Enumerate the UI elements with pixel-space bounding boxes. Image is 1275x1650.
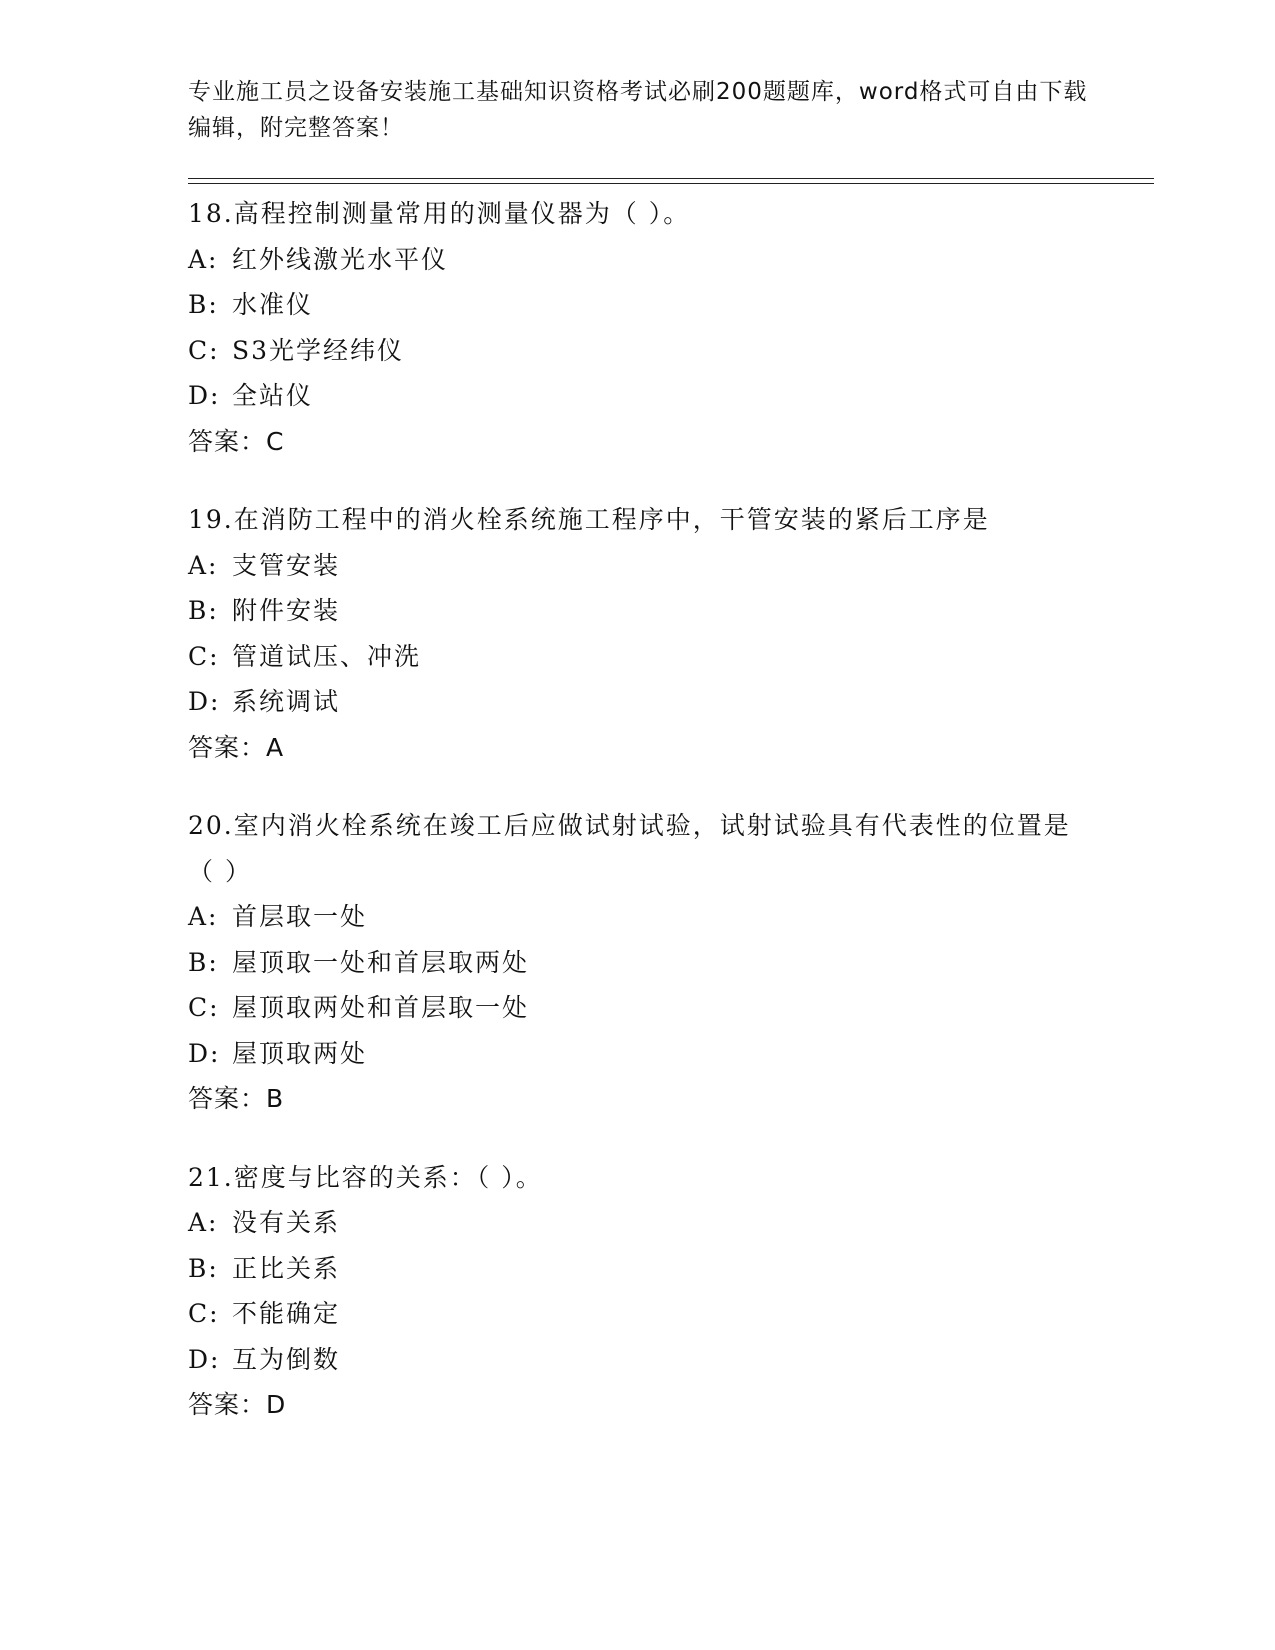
- header-rule-top: [188, 178, 1154, 179]
- option-text: 红外线激光水平仪: [232, 244, 449, 274]
- question-stem: 21.密度与比容的关系：（ ）。: [188, 1162, 543, 1192]
- option-text: 系统调试: [232, 687, 341, 716]
- option-letter: D:: [188, 687, 221, 716]
- option-a: [188, 1200, 1138, 1246]
- option-letter: B:: [188, 1253, 219, 1283]
- option-letter: D:: [188, 1038, 221, 1068]
- option-text: 管道试压、冲洗: [232, 641, 422, 671]
- option-text: 首层取一处: [232, 902, 368, 931]
- option-a: [188, 237, 1138, 283]
- option-c: [188, 1291, 1138, 1337]
- option-letter: B:: [188, 290, 219, 319]
- option-d: [188, 679, 1138, 725]
- option-letter: A:: [188, 1208, 219, 1237]
- question-19: [188, 497, 1138, 770]
- question-stem: 19.在消防工程中的消火栓系统施工程序中，干管安装的紧后工序是: [188, 505, 990, 534]
- question-18: [188, 191, 1138, 464]
- option-text: 屋顶取两处: [232, 1038, 368, 1068]
- option-text: 附件安装: [232, 596, 341, 625]
- option-letter: A:: [188, 902, 219, 931]
- option-b: [188, 940, 1138, 986]
- answer-line: 答案：B: [188, 1084, 285, 1113]
- option-text: 互为倒数: [232, 1344, 341, 1374]
- option-letter: C:: [188, 335, 220, 365]
- option-text: 正比关系: [232, 1253, 341, 1283]
- header-rule-bottom: [188, 183, 1154, 184]
- option-text: 没有关系: [232, 1208, 341, 1237]
- option-c: [188, 985, 1138, 1031]
- option-letter: B:: [188, 947, 219, 977]
- option-c: [188, 634, 1138, 680]
- option-d: [188, 1337, 1138, 1383]
- option-c: [188, 328, 1138, 374]
- option-d: [188, 1031, 1138, 1077]
- answer-line: 答案：D: [188, 1390, 287, 1419]
- option-letter: D:: [188, 381, 221, 410]
- option-letter: C:: [188, 993, 220, 1022]
- question-21: [188, 1155, 1138, 1428]
- option-text: 不能确定: [232, 1299, 341, 1328]
- option-letter: D:: [188, 1344, 221, 1374]
- option-b: [188, 1246, 1138, 1292]
- option-letter: A:: [188, 550, 219, 580]
- option-letter: C:: [188, 1299, 220, 1328]
- option-letter: B:: [188, 596, 219, 625]
- option-b: [188, 588, 1138, 634]
- option-text: 屋顶取两处和首层取一处: [232, 993, 530, 1022]
- option-a: [188, 543, 1138, 589]
- document-header: 专业施工员之设备安装施工基础知识资格考试必刷200题题库，word格式可自由下载编辑，附完整答案！: [188, 79, 1088, 141]
- option-b: [188, 282, 1138, 328]
- option-text: 全站仪: [232, 381, 314, 410]
- option-a: [188, 894, 1138, 940]
- option-d: [188, 373, 1138, 419]
- option-text: 支管安装: [232, 550, 341, 580]
- option-text: S3光学经纬仪: [232, 335, 405, 365]
- option-text: 屋顶取一处和首层取两处: [232, 947, 530, 977]
- answer-line: 答案：A: [188, 732, 285, 762]
- question-20: [188, 803, 1138, 1122]
- answer-line: 答案：C: [188, 426, 285, 456]
- option-letter: C:: [188, 641, 220, 671]
- option-text: 水准仪: [232, 290, 314, 319]
- option-letter: A:: [188, 244, 219, 274]
- question-stem: 18.高程控制测量常用的测量仪器为（ ）。: [188, 199, 691, 228]
- question-list: [188, 191, 1138, 1461]
- question-stem: 20.室内消火栓系统在竣工后应做试射试验，试射试验具有代表性的位置是（ ）: [188, 811, 1071, 886]
